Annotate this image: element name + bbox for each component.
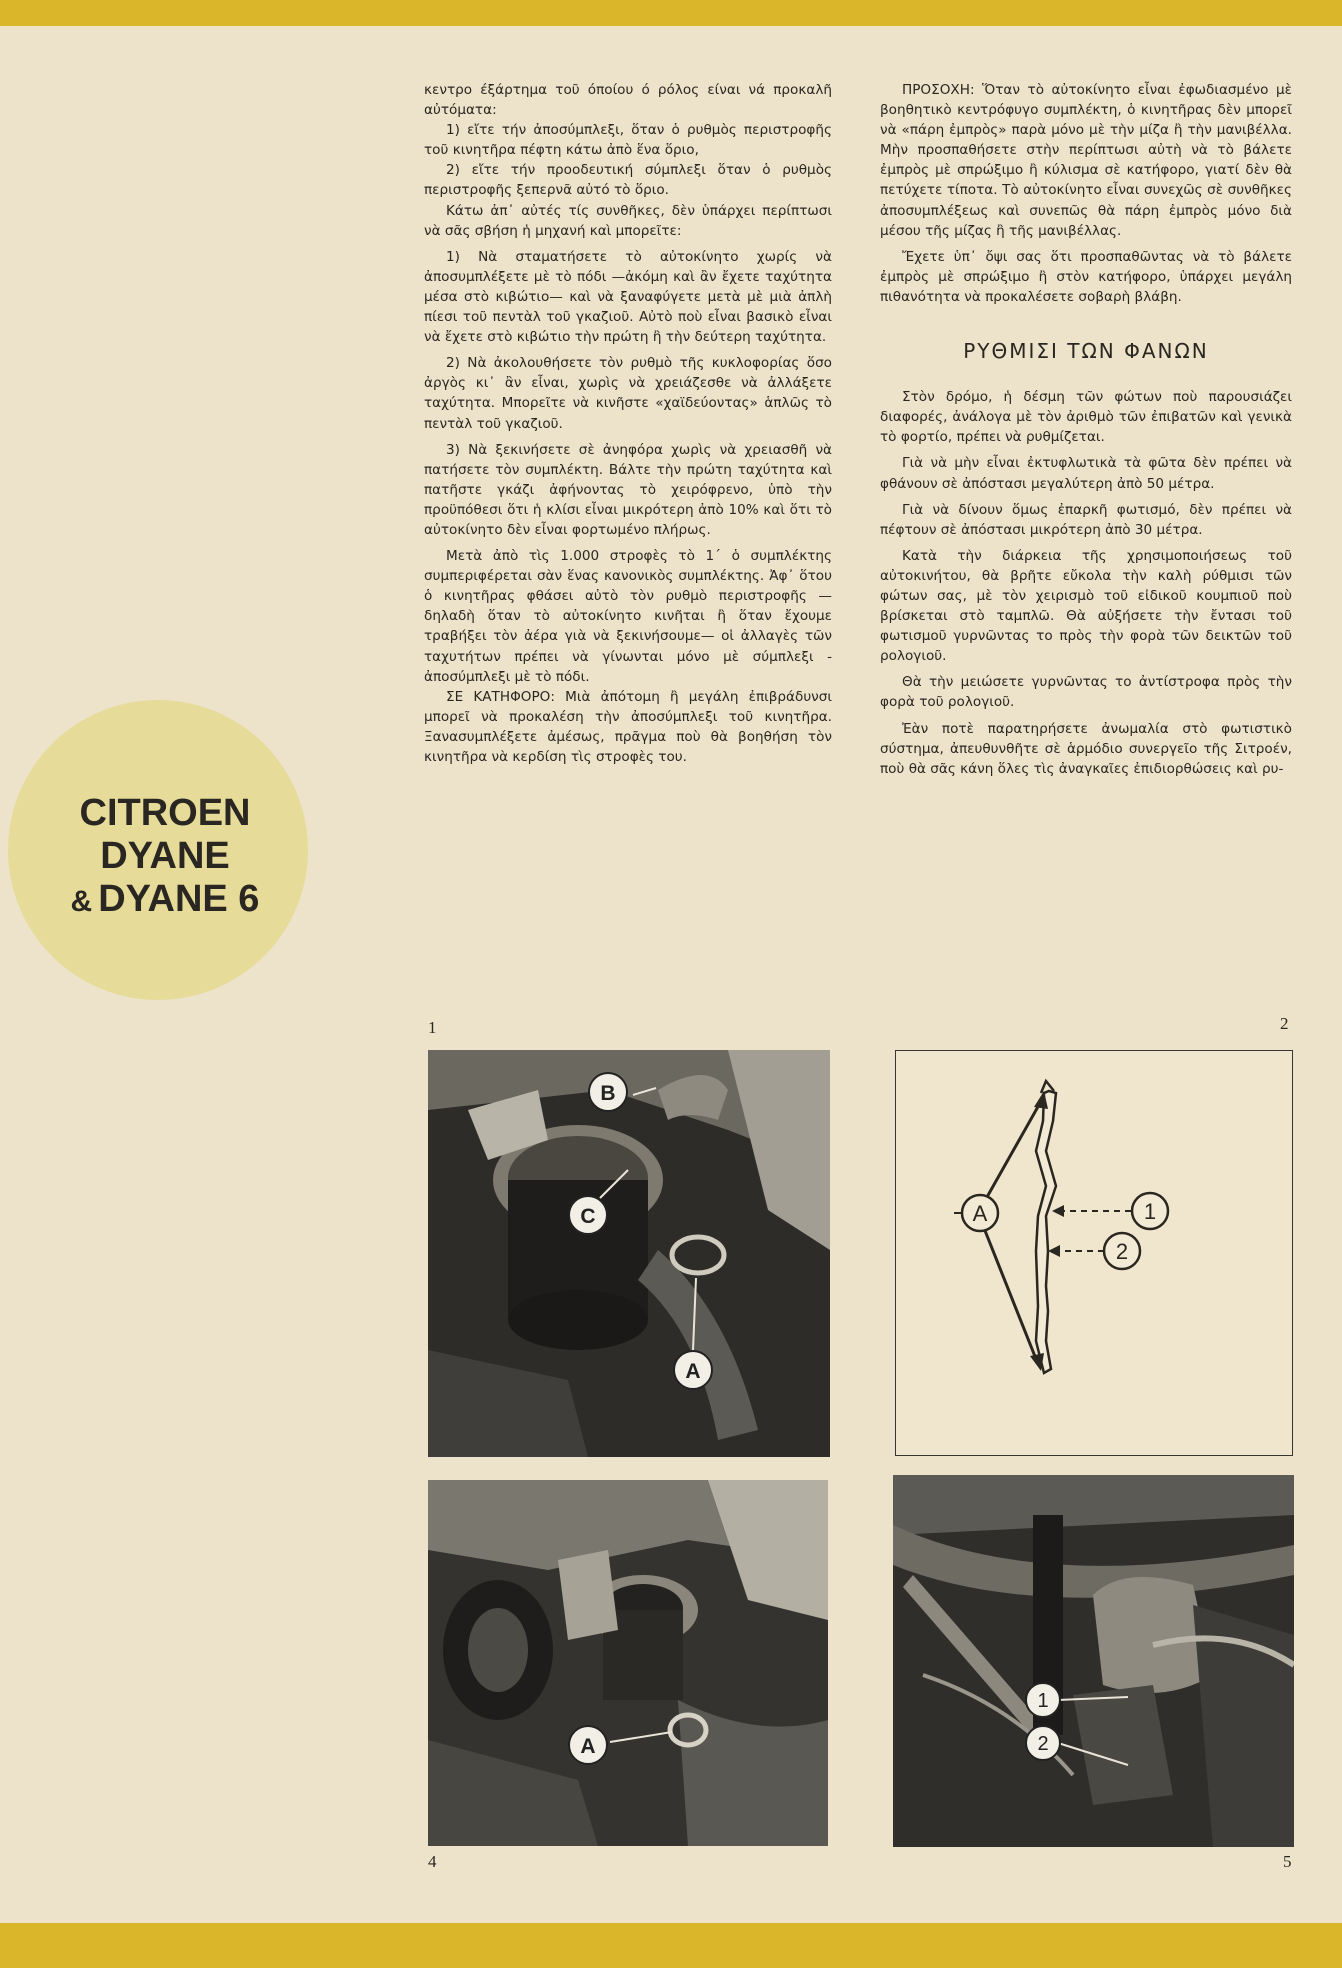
label-2 [1104, 1233, 1140, 1269]
paragraph: Μετὰ ἀπὸ τὶς 1.000 στροφὲς τὸ 1΄ ὁ συμπλέκτης συμπεριφέρεται σὰν ἕνας κανονικὸς συμπλέκτης. Ἀφ᾽ ὅτου ὁ κινητῆρας φθάσει αὐτὸ τὸν ρυθμὸ περιστροφῆς —δηλαδὴ ὅταν τὸ αὐτοκίνητο κινῆται ἢ ὅταν ἔχουμε τραβήξει τὸν ἀέρα γιὰ νὰ ξεκινήσουμε— οἱ ἀλλαγὲς τῶν ταχυτήτων πρέπει νὰ γίνωνται μόνο μὲ σύμπλεξι - ἀποσύμπλεξι μὲ τὸ πόδι. [424, 548, 832, 685]
text-column-right [880, 80, 1292, 779]
paragraph: Κάτω ἀπ᾽ αὐτές τίς συνθῆκες, δὲν ὑπάρχει περίπτωσι νὰ σᾶς σβήση ἡ μηχανή καὶ μπορεῖτε: [424, 202, 832, 239]
badge-line-2: DYANE [100, 835, 230, 877]
text-column-left [424, 80, 832, 767]
diagram-figure-2 [895, 1050, 1293, 1456]
title-badge [30, 792, 300, 923]
paragraph: 3) Νὰ ξεκινήσετε σὲ ἀνηφόρα χωρὶς νὰ χρειασθῆ νὰ πατήσετε τὸν συμπλέκτη. Βάλτε τὴν πρώτη ταχύτητα καὶ πατῆστε γκάζι ἀφήνοντας τὸ χειρόφρενο, ὑπὸ τὴν προϋπόθεσι ὅτι ἡ κλίσι εἶναι μικρότερη ἀπὸ 10% καὶ ὅτι τὸ αὐτοκίνητο δὲν εἶναι φορτωμένο πλήρως. [424, 441, 832, 538]
svg-text:C: C [580, 1205, 596, 1228]
label-1 [1132, 1193, 1168, 1229]
svg-text:1: 1 [1143, 1199, 1157, 1224]
figure-number-4: 4 [428, 1852, 437, 1871]
paragraph: Στὸν δρόμο, ἡ δέσμη τῶν φώτων ποὺ παρουσιάζει διαφορές, ἀνάλογα μὲ τὸν ἀριθμὸ τῶν ἐπιβατῶν καὶ γενικὰ τὸ φορτίο, πρέπει νὰ ρυθμίζεται. [880, 389, 1292, 446]
label-A [674, 1351, 712, 1389]
paragraph: Γιὰ νὰ μὴν εἶναι ἐκτυφλωτικὰ τὰ φῶτα δὲν πρέπει νὰ φθάνουν σὲ ἀπόστασι μεγαλύτερη ἀπὸ 50 μέτρα. [880, 455, 1292, 492]
figure-number-2: 2 [1280, 1014, 1289, 1033]
top-color-band [0, 0, 1342, 26]
svg-text:B: B [600, 1082, 616, 1105]
paragraph: ΣΕ ΚΑΤΗΦΟΡΟ: Μιὰ ἀπότομη ἢ μεγάλη ἐπιβράδυνσι μπορεῖ νὰ προκαλέση τὴν ἀποσύμπλεξι τοῦ κινητῆρα. Ξανασυμπλέξετε ἀμέσως, πρᾶγμα ποὺ θὰ βοηθήση τὸν κινητῆρα νὰ κερδίση τὶς στροφὲς του. [424, 688, 832, 765]
figure-number-5: 5 [1283, 1852, 1292, 1871]
paragraph: 1) εἴτε τήν ἀποσύμπλεξι, ὅταν ὁ ρυθμὸς περιστροφῆς τοῦ κινητῆρα πέφτη κάτω ἀπὸ ἕνα ὅριο, [424, 122, 832, 159]
label-1 [1026, 1683, 1060, 1717]
badge-line-3-text: DYANE 6 [98, 878, 260, 920]
paragraph: Ἔχετε ὑπ᾽ ὄψι σας ὅτι προσπαθῶντας νὰ τὸ βάλετε ἐμπρὸς μὲ σπρώξιμο ἢ στὸν κατήφορο, ὑπάρχει μεγάλη πιθανότητα νὰ προκαλέσετε σοβαρὴ βλάβη. [880, 248, 1292, 305]
section-heading: ΡΥΘΜΙΣΙ ΤΩΝ ΦΑΝΩΝ [963, 339, 1209, 364]
label-B [589, 1073, 627, 1111]
svg-text:A: A [580, 1735, 596, 1758]
svg-text:A: A [685, 1360, 701, 1383]
badge-line-3 [30, 878, 300, 923]
paragraph: Ἐὰν ποτὲ παρατηρήσετε ἀνωμαλία στὸ φωτιστικὸ σύστημα, ἀπευθυνθῆτε σὲ ἁρμόδιο συνεργεῖο τῆς Σιτροέν, ποὺ θὰ σᾶς κάνη ὅλες τὶς ἀναγκαῖες ἐπιδιορθώσεις καὶ ρυ- [880, 720, 1292, 777]
paragraph: Κατὰ τὴν διάρκεια τῆς χρησιμοποιήσεως τοῦ αὐτοκινήτου, θὰ βρῆτε εὔκολα τὴν καλὴ ρύθμισι τῶν φώτων σας, μὲ τὸν χειρισμὸ τοῦ εἰδικοῦ κουμπιοῦ ποὺ βρίσκεται στὸ ταμπλῶ. Θὰ αὐξήσετε τὴν ἔντασι τοῦ φωτισμοῦ γυρνῶντας το πρὸς τὴν φορὰ τῶν δεικτῶν τοῦ ρολογιοῦ. [880, 547, 1292, 665]
paragraph: Θὰ τὴν μειώσετε γυρνῶντας το ἀντίστροφα πρὸς τὴν φορὰ τοῦ ρολογιοῦ. [880, 674, 1292, 711]
paragraph: ΠΡΟΣΟΧΗ: Ὅταν τὸ αὐτοκίνητο εἶναι ἐφωδιασμένο μὲ βοηθητικὸ κεντρόφυγο συμπλέκτη, ὁ κινητῆρας δὲν μπορεῖ νὰ «πάρη ἐμπρὸς» παρὰ μόνο μὲ τὴν μίζα ἢ τὴν μανιβέλλα. Μὴν προσπαθήσετε στὴν περίπτωσι αὐτὴ νὰ τὸ βάλετε ἐμπρὸς μὲ σπρώξιμο ἢ κύλισμα σὲ κατήφορο, γιατί δὲν θὰ πετύχετε τίποτα. Τὸ αὐτοκίνητο εἶναι συνεχῶς σὲ συνθῆκες ἀποσυμπλέξεως καὶ συνεπῶς θὰ πάρη ἐμπρὸς μόνο διὰ μέσου τῆς μίζας ἢ τῆς μανιβέλλας. [880, 82, 1292, 239]
paragraph: Γιὰ νὰ δίνουν ὅμως ἐπαρκῆ φωτισμό, δὲν πρέπει νὰ πέφτουν σὲ ἀπόστασι μικρότερη ἀπὸ 30 μέτρα. [880, 501, 1292, 538]
paragraph: 1) Νὰ σταματήσετε τὸ αὐτοκίνητο χωρίς νὰ ἀποσυμπλέξετε μὲ τὸ πόδι —ἀκόμη καὶ ἂν ἔχετε ταχύτητα μέσα στὸ κιβώτιο— καὶ νὰ ξαναφύγετε μετὰ μὲ μιὰ ἀπλὴ πίεσι τοῦ πεντὰλ τοῦ γκαζιοῦ. Αὐτὸ ποὺ εἶναι βασικὸ εἶναι νὰ ἔχετε στὸ κιβώτιο τὴν πρώτη ἢ τὴν δεύτερη ταχύτητα. [424, 248, 832, 346]
photo-figure-4 [428, 1480, 828, 1846]
label-C [569, 1196, 607, 1234]
svg-text:2: 2 [1037, 1733, 1049, 1755]
photo-figure-5 [893, 1475, 1294, 1847]
bottom-color-band [0, 1923, 1342, 1968]
paragraph: κεντρο έξάρτημα τοῦ όποίου ό ρόλος είναι νά προκαλῆ αὐτόματα: [424, 82, 832, 119]
paragraph: 2) εἴτε τήν προοδευτική σύμπλεξι ὅταν ὁ ρυθμὸς περιστροφῆς ξεπερνᾶ αὐτό τὸ ὅριο. [424, 162, 832, 199]
badge-ampersand: & [70, 885, 93, 918]
label-A [569, 1726, 607, 1764]
badge-line-1: CITROEN [79, 792, 251, 834]
svg-text:2: 2 [1115, 1239, 1129, 1264]
label-A [962, 1195, 998, 1231]
figure-number-1: 1 [428, 1018, 437, 1037]
photo-figure-1 [428, 1050, 830, 1457]
svg-text:A: A [972, 1201, 988, 1226]
svg-text:1: 1 [1037, 1690, 1049, 1712]
label-2 [1026, 1726, 1060, 1760]
paragraph: 2) Νὰ ἀκολουθήσετε τὸν ρυθμὸ τῆς κυκλοφορίας ὅσο ἀργὸς κι᾽ ἂν εἶναι, χωρὶς νὰ χρειάζεσθε νὰ ἀλλάξετε ταχύτητα. Μπορεῖτε νὰ κινῆστε «χαϊδεύοντας» ἁπλῶς τὸ πεντὰλ τοῦ γκαζιοῦ. [424, 355, 832, 432]
